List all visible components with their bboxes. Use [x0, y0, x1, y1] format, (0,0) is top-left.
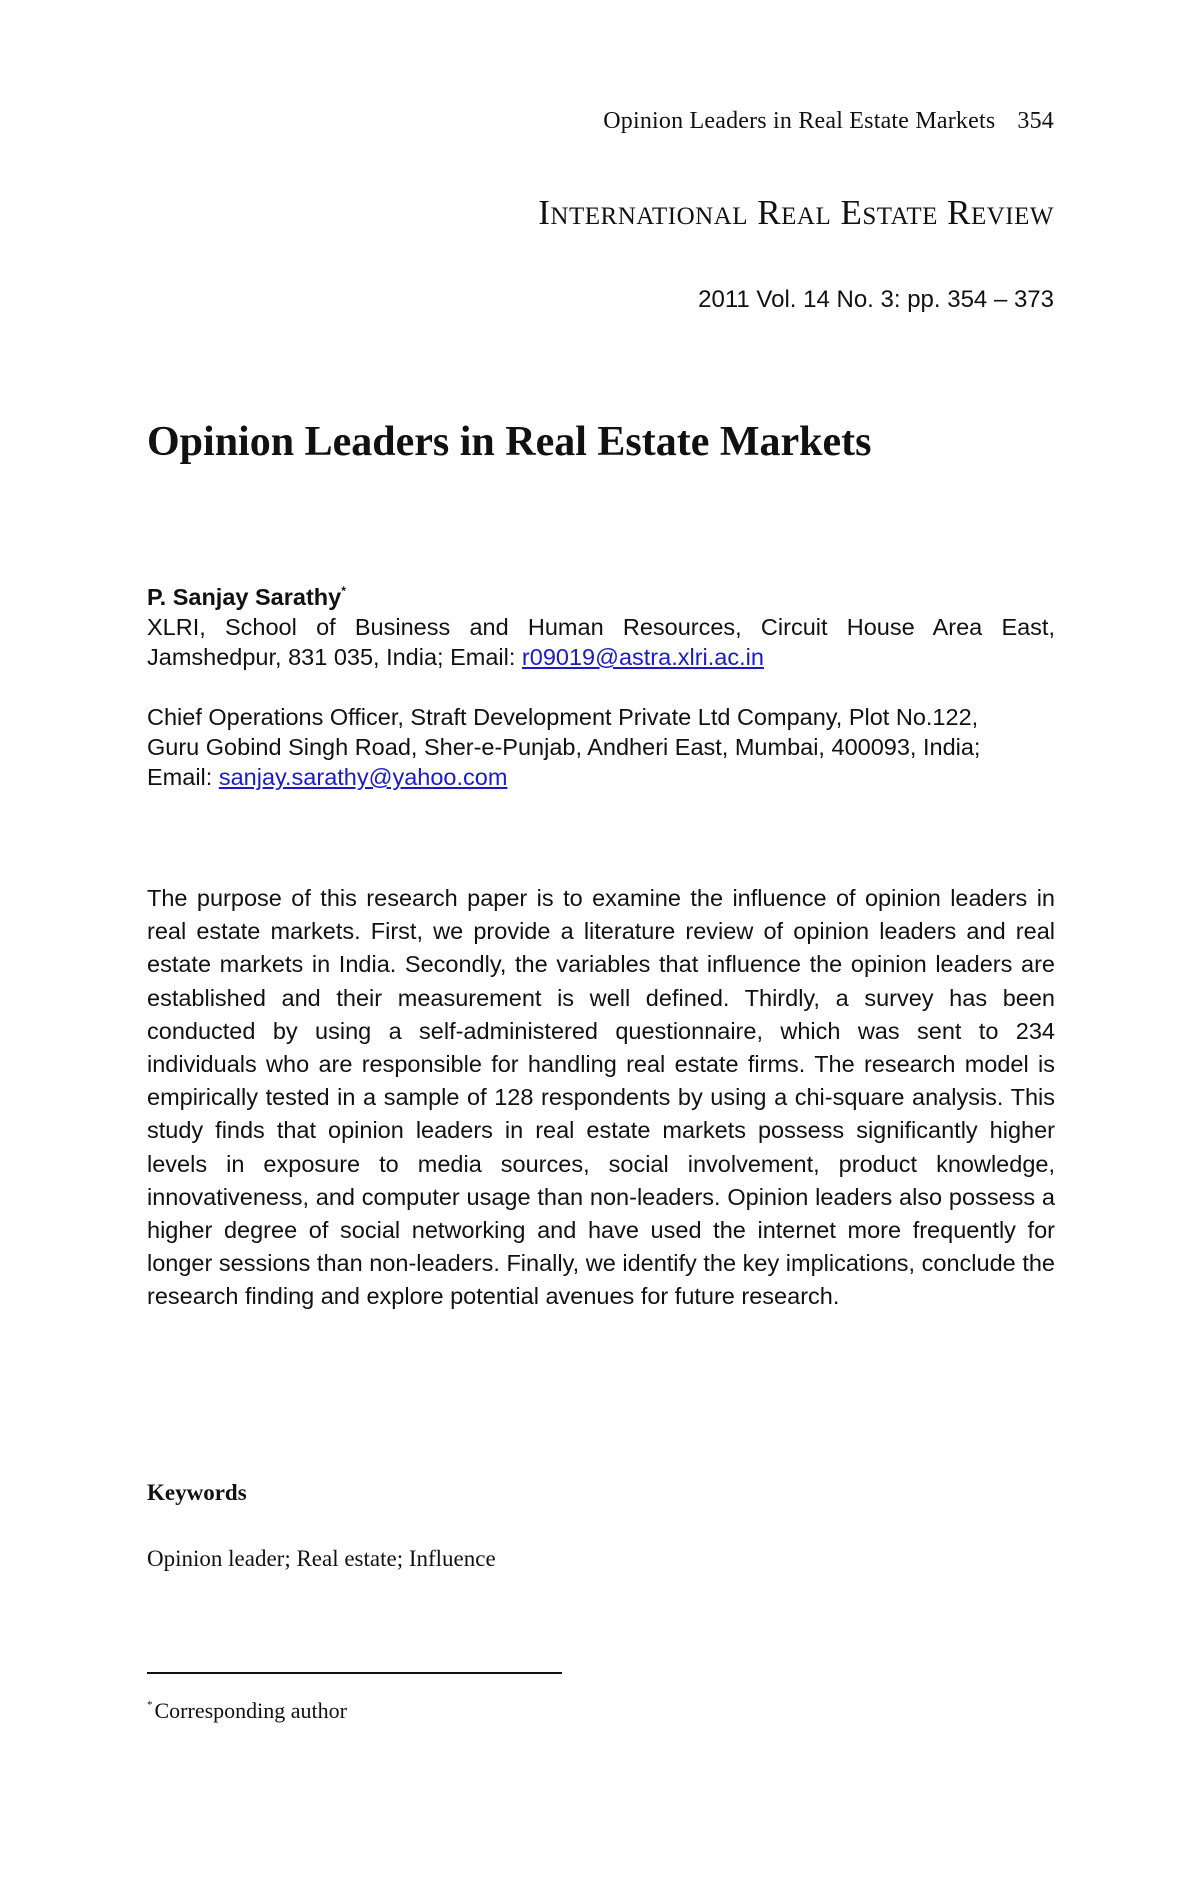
abstract-text: The purpose of this research paper is to examine the influence of opinion leaders in real estate markets. First, we provide a literature review of opinion leaders and real estate markets in India. Secondly, the variables that influence the opinion leaders are established and their measurement is well defined. Thirdly, a survey has been conducted by using a self-administered questionnaire, which was sent to 234 individuals who are responsible for handling real estate firms. The research model is empirically tested in a sample of 128 respondents by using a chi-square analysis. This study finds that opinion leaders in real estate markets possess significantly higher levels in exposure to media sources, social involvement, product knowledge, innovativeness, and computer usage than non-leaders. Opinion leaders also possess a higher degree of social networking and have used the internet more frequently for longer sessions than non-leaders. Finally, we identify the key implications, conclude the research finding and explore potential avenues for future research.	[147, 885, 1055, 1310]
keywords-list: Opinion leader; Real estate; Influence	[147, 1546, 496, 1571]
footnote-text: Corresponding author	[154, 1698, 347, 1723]
author-name-text: P. Sanjay Sarathy	[147, 584, 342, 610]
footnote-divider	[147, 1672, 562, 1674]
corresponding-author-mark: *	[341, 584, 346, 598]
issue-info: 2011 Vol. 14 No. 3: pp. 354 – 373	[698, 286, 1054, 313]
footnote-mark: *	[147, 1699, 153, 1711]
affiliation-1-text: XLRI, School of Business and Human Resources, Circuit House Area East, Jamshedpur, 831 035, India; Email:	[147, 614, 1055, 670]
author-block	[147, 576, 1055, 792]
email-link-1[interactable]: r09019@astra.xlri.ac.in	[521, 644, 764, 670]
paper-title: Opinion Leaders in Real Estate Markets	[147, 419, 872, 465]
running-head	[603, 108, 1054, 135]
affiliation-2	[147, 702, 1007, 792]
journal-title: International Real Estate Review	[538, 193, 1054, 232]
author-name	[147, 576, 1055, 612]
footnote	[147, 1698, 347, 1724]
running-head-title: Opinion Leaders in Real Estate Markets	[603, 108, 996, 134]
email-link-2[interactable]: sanjay.sarathy@yahoo.com	[218, 764, 508, 790]
affiliation-2-text: Chief Operations Officer, Straft Development Private Ltd Company, Plot No.122, Guru Gobind Singh Road, Sher-e-Punjab, Andheri East, Mumbai, 400093, India; Email:	[147, 704, 981, 790]
affiliation-1	[147, 612, 1055, 672]
running-head-page-number: 354	[1017, 108, 1054, 134]
keywords-heading: Keywords	[147, 1480, 247, 1505]
